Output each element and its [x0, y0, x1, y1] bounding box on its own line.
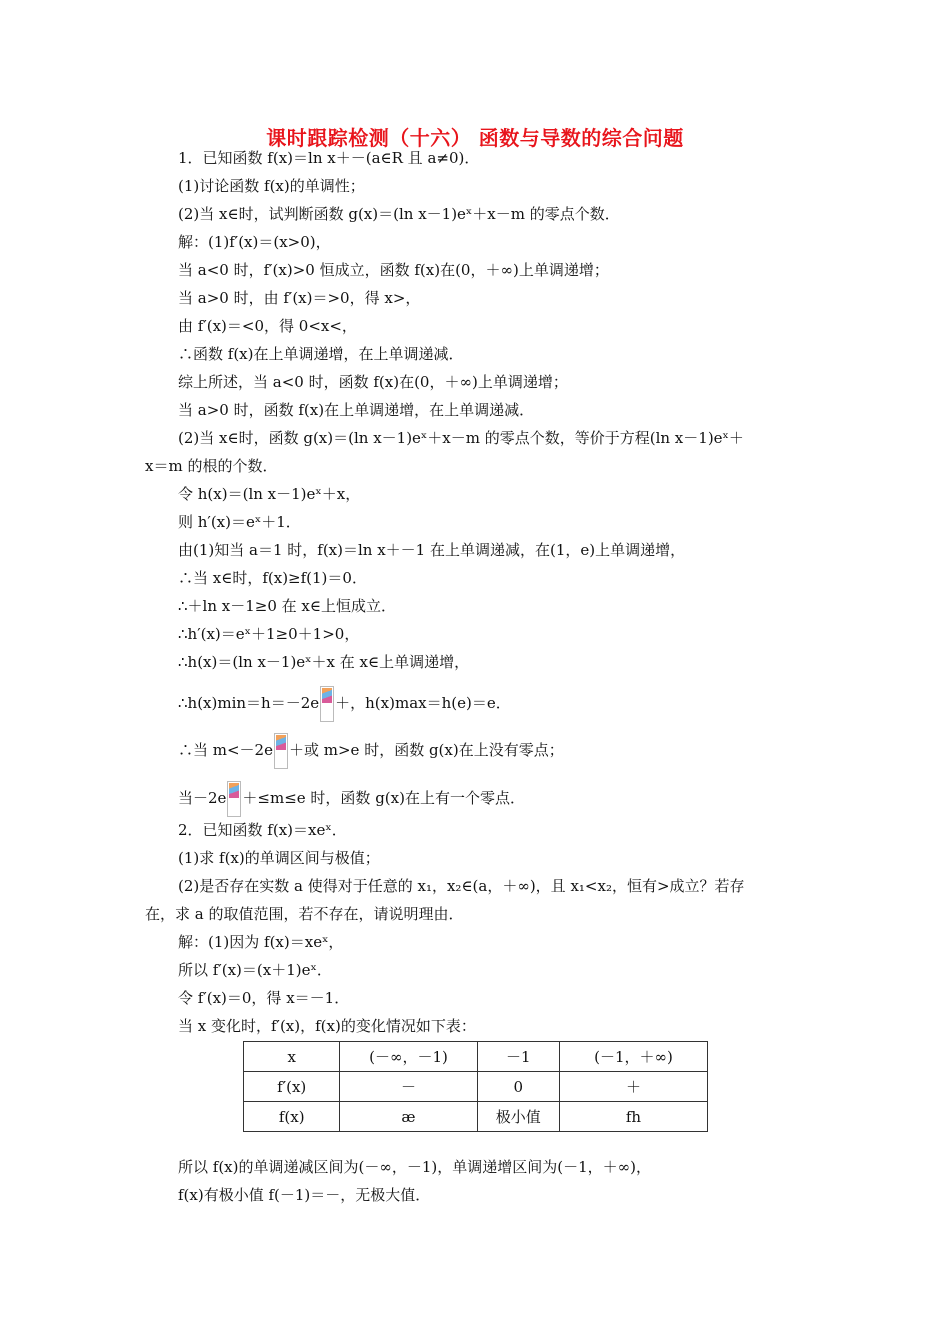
broken-image-icon — [227, 781, 241, 817]
text-line: 解：(1)因为 f(x)＝xeˣ， — [178, 933, 344, 951]
variation-table — [243, 1041, 708, 1132]
table-cell: －1 — [477, 1042, 559, 1072]
text-line: (1)讨论函数 f(x)的单调性； — [178, 177, 365, 195]
page-title: 课时跟踪检测（十六） 函数与导数的综合问题 — [266, 126, 684, 150]
table-cell: x — [244, 1042, 340, 1072]
text-line: 综上所述，当 a<0 时，函数 f(x)在(0，＋∞)上单调递增； — [178, 373, 568, 391]
text-line: (2)当 x∈时，函数 g(x)＝(ln x－1)eˣ＋x－m 的零点个数，等价于方程(ln x－1)eˣ＋ — [178, 429, 744, 447]
text-fragment: 当－2e — [178, 789, 227, 807]
text-line-with-image — [178, 781, 525, 817]
text-fragment: ＋，h(x)max＝h(e)＝e． — [335, 694, 511, 712]
table-cell: æ — [340, 1102, 477, 1132]
text-fragment: ＋≤m≤e 时，函数 g(x)在上有一个零点． — [242, 789, 525, 807]
text-line: 令 h(x)＝(ln x－1)eˣ＋x， — [178, 485, 361, 503]
text-line: 当 a>0 时，函数 f(x)在上单调递增，在上单调递减． — [178, 401, 535, 419]
text-fragment: ∴当 m<－2e — [178, 741, 273, 759]
text-fragment: ∴h(x)min＝h＝－2e — [178, 694, 320, 712]
table-row — [244, 1072, 708, 1102]
table-cell: (－1，＋∞) — [559, 1042, 707, 1072]
table-cell: (－∞，－1) — [340, 1042, 477, 1072]
text-line: ∴函数 f(x)在上单调递增，在上单调递减． — [178, 345, 464, 363]
text-line: (2)是否存在实数 a 使得对于任意的 x₁，x₂∈(a，＋∞)，且 x₁<x₂，恒有>成立？若存 — [178, 877, 745, 895]
table-cell: f′(x) — [244, 1072, 340, 1102]
text-line: 当 a<0 时，f′(x)>0 恒成立，函数 f(x)在(0，＋∞)上单调递增； — [178, 261, 609, 279]
text-line: 在，求 a 的取值范围，若不存在，请说明理由． — [145, 905, 464, 923]
text-line: ∴h(x)＝(ln x－1)eˣ＋x 在 x∈上单调递增， — [178, 653, 470, 671]
text-line: 所以 f(x)的单调递减区间为(－∞，－1)，单调递增区间为(－1，＋∞)， — [178, 1158, 651, 1176]
table-cell: 0 — [477, 1072, 559, 1102]
text-line: 2．已知函数 f(x)＝xeˣ． — [178, 821, 347, 839]
text-line: (2)当 x∈时，试判断函数 g(x)＝(ln x－1)eˣ＋x－m 的零点个数． — [178, 205, 620, 223]
text-line-with-image — [178, 733, 564, 769]
text-line: 当 a>0 时，由 f′(x)＝>0，得 x>， — [178, 289, 421, 307]
table-cell: fh — [559, 1102, 707, 1132]
text-line: f(x)有极小值 f(－1)＝－，无极大值． — [178, 1186, 431, 1204]
text-line: ∴当 x∈时，f(x)≥f(1)＝0． — [178, 569, 367, 587]
table-cell: f(x) — [244, 1102, 340, 1132]
table-row — [244, 1102, 708, 1132]
text-line: ∴h′(x)＝eˣ＋1≥0＋1>0， — [178, 625, 360, 643]
text-line: 解：(1)f′(x)＝(x>0)， — [178, 233, 331, 251]
text-line: 令 f′(x)＝0，得 x＝－1． — [178, 989, 350, 1007]
broken-image-icon — [274, 733, 288, 769]
text-line: 由 f′(x)＝<0，得 0<x<， — [178, 317, 357, 335]
text-line: 所以 f′(x)＝(x＋1)eˣ． — [178, 961, 332, 979]
table-row — [244, 1042, 708, 1072]
text-line: 1．已知函数 f(x)＝ln x＋－(a∈R 且 a≠0)． — [178, 149, 480, 167]
table-cell: 极小值 — [477, 1102, 559, 1132]
text-line-with-image — [178, 686, 511, 722]
text-line: ∴＋ln x－1≥0 在 x∈上恒成立． — [178, 597, 396, 615]
table-cell: － — [340, 1072, 477, 1102]
broken-image-icon — [320, 686, 334, 722]
text-line: 由(1)知当 a＝1 时，f(x)＝ln x＋－1 在上单调递减，在(1，e)上单调递增， — [178, 541, 686, 559]
text-line: 当 x 变化时，f′(x)，f(x)的变化情况如下表： — [178, 1017, 476, 1035]
text-fragment: ＋或 m>e 时，函数 g(x)在上没有零点； — [288, 741, 564, 759]
table-cell: ＋ — [559, 1072, 707, 1102]
text-line: 则 h′(x)＝eˣ＋1． — [178, 513, 301, 531]
text-line: x＝m 的根的个数． — [145, 457, 278, 475]
text-line: (1)求 f(x)的单调区间与极值； — [178, 849, 380, 867]
